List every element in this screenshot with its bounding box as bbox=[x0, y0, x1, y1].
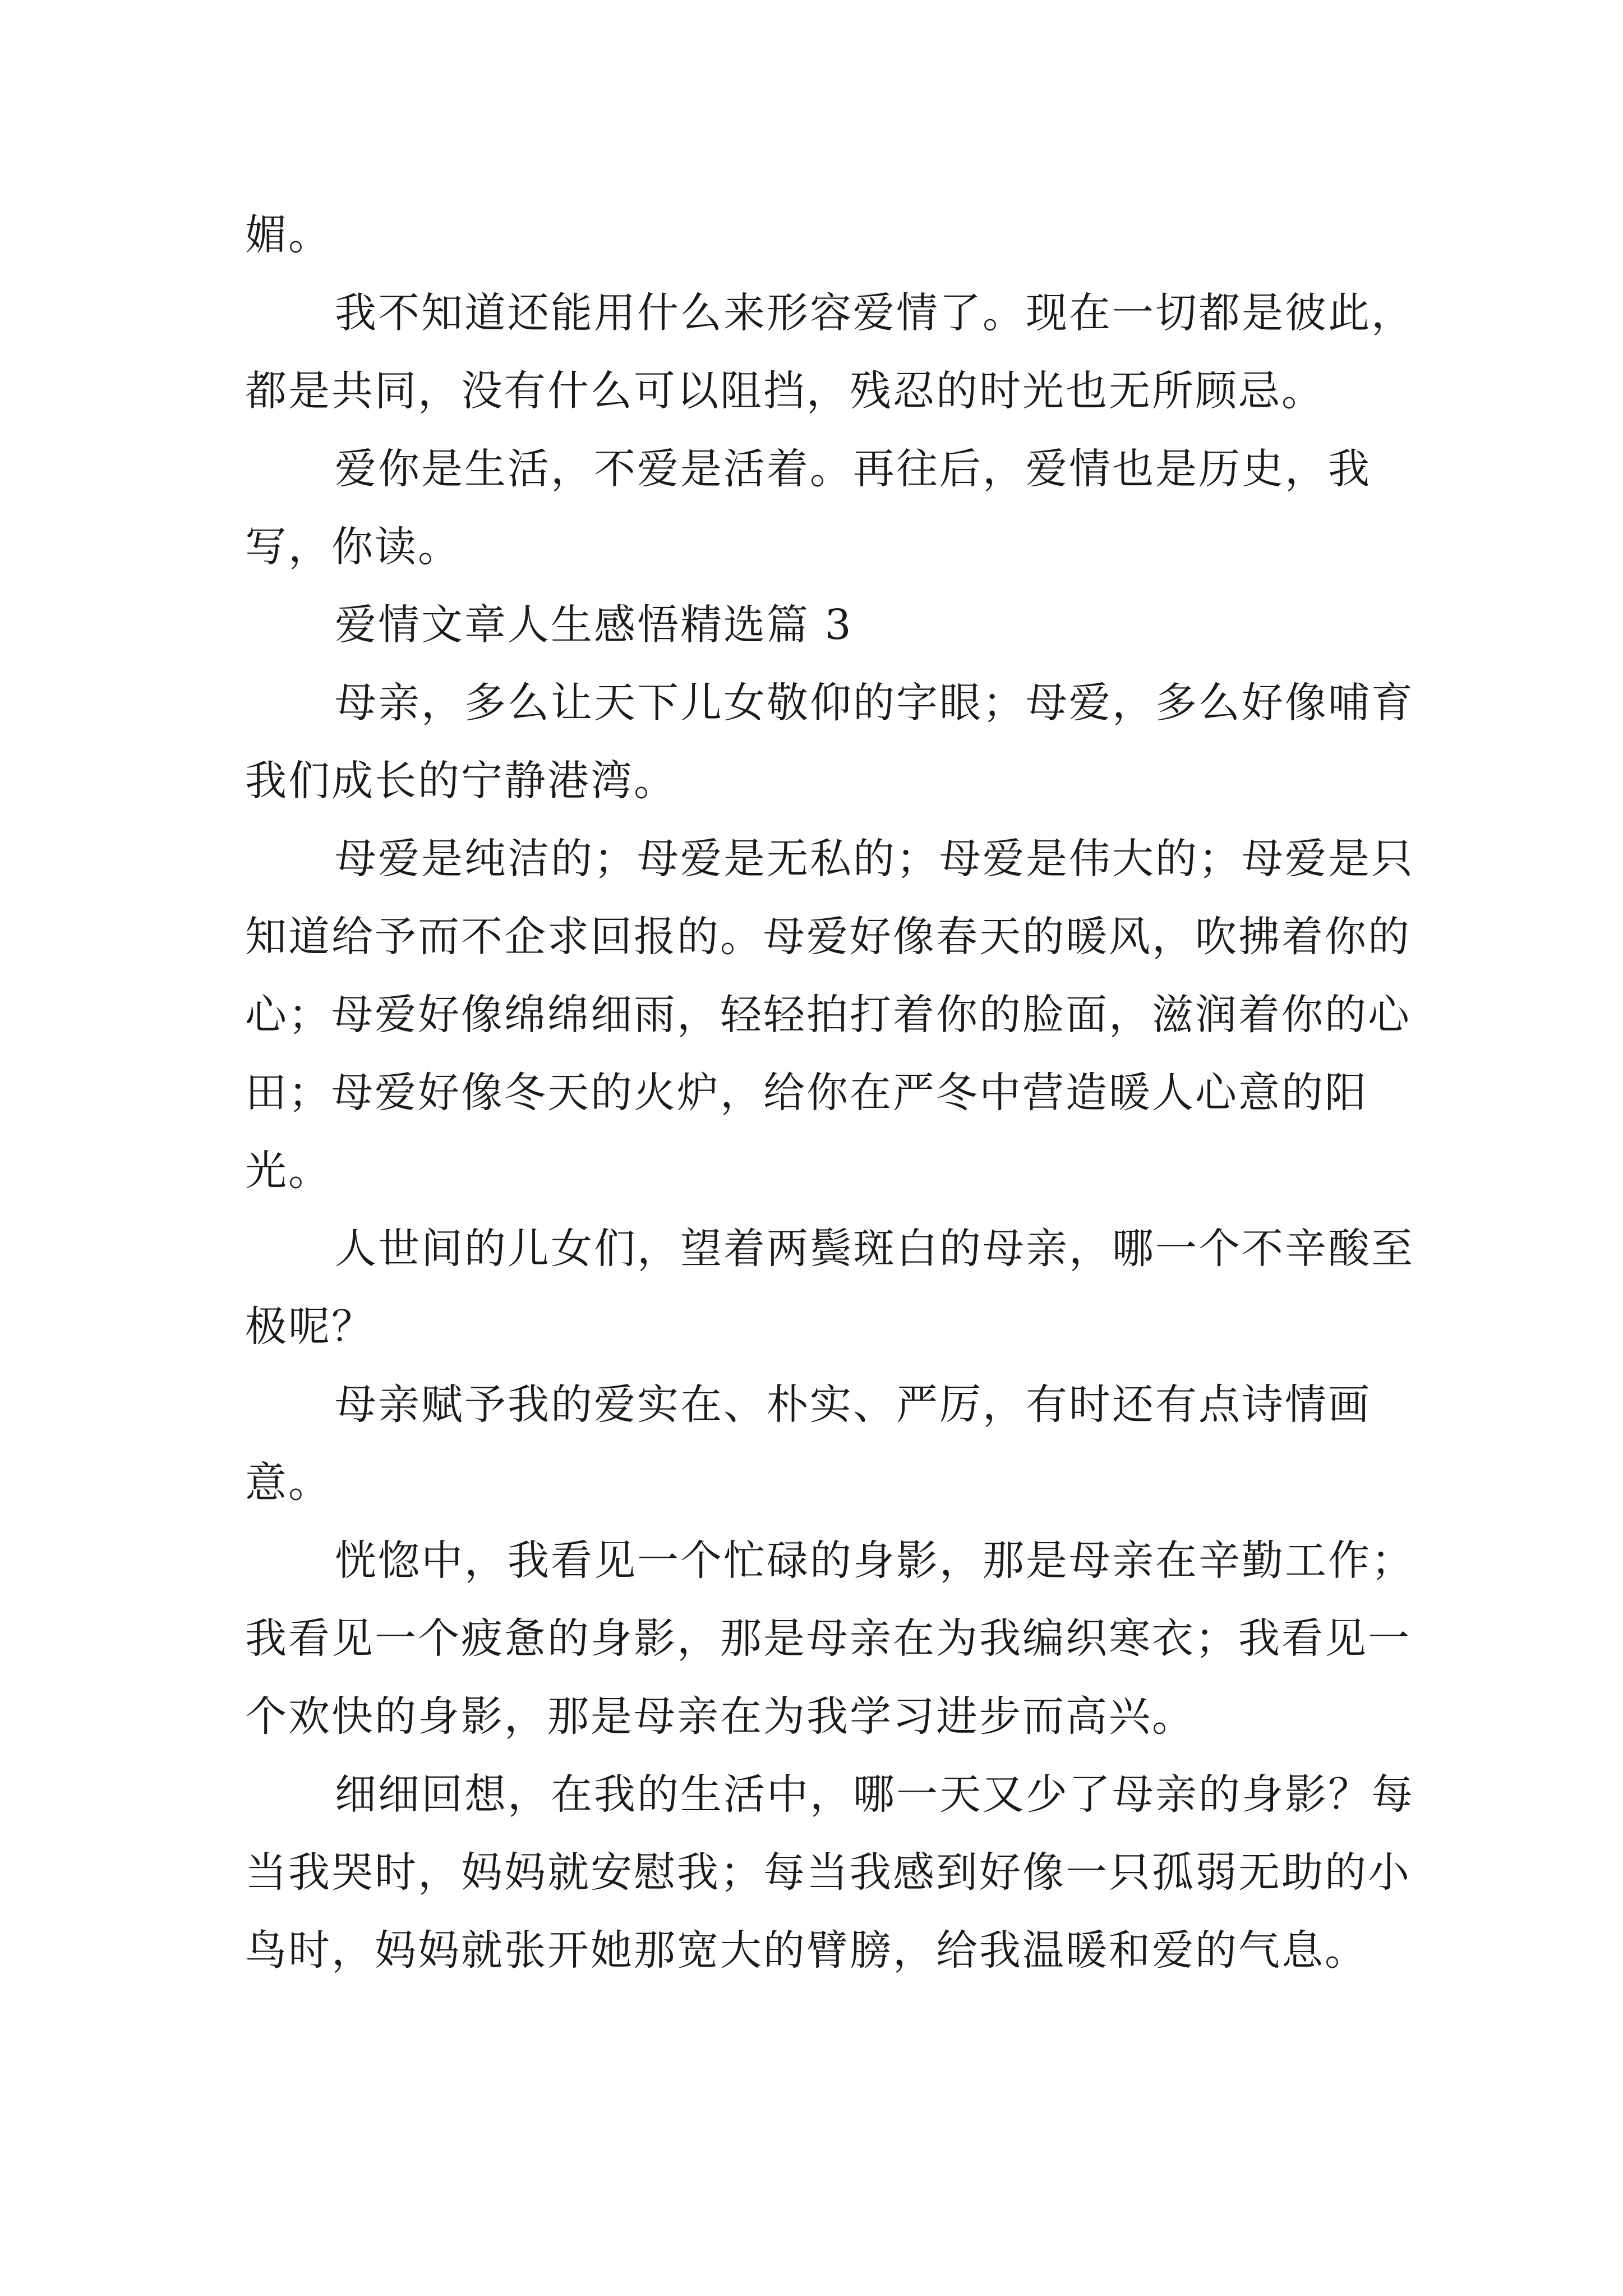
paragraph-2: 我不知道还能用什么来形容爱情了。现在一切都是彼此，都是共同，没有什么可以阻挡，残忍的时光也无所顾忌。 bbox=[245, 289, 1414, 415]
paragraph-1: 媚。 bbox=[245, 211, 331, 259]
paragraph-10: 细细回想，在我的生活中，哪一天又少了母亲的身影？每当我哭时，妈妈就安慰我；每当我感到好像一只孤弱无助的小鸟时，妈妈就张开她那宽大的臂膀，给我温暖和爱的气息。 bbox=[245, 1770, 1414, 1975]
article-body bbox=[245, 196, 1423, 1990]
paragraph-7: 人世间的儿女们，望着两鬓斑白的母亲，哪一个不辛酸至极呢？ bbox=[245, 1225, 1414, 1351]
section-heading: 爱情文章人生感悟精选篇 3 bbox=[335, 601, 853, 649]
paragraph-6: 母爱是纯洁的；母爱是无私的；母爱是伟大的；母爱是只知道给予而不企求回报的。母爱好像春天的暖风，吹拂着你的心；母爱好像绵绵细雨，轻轻拍打着你的脸面，滋润着你的心田；母爱好像冬天的火炉，给你在严冬中营造暖人心意的阳光。 bbox=[245, 835, 1414, 1195]
paragraph-5: 母亲，多么让天下儿女敬仰的字眼；母爱，多么好像哺育我们成长的宁静港湾。 bbox=[245, 679, 1414, 805]
paragraph-3: 爱你是生活，不爱是活着。再往后，爱情也是历史，我写，你读。 bbox=[245, 445, 1371, 571]
paragraph-8: 母亲赋予我的爱实在、朴实、严厉，有时还有点诗情画意。 bbox=[245, 1381, 1371, 1507]
paragraph-9: 恍惚中，我看见一个忙碌的身影，那是母亲在辛勤工作；我看见一个疲惫的身影，那是母亲在为我编织寒衣；我看见一个欢快的身影，那是母亲在为我学习进步而高兴。 bbox=[245, 1536, 1414, 1741]
